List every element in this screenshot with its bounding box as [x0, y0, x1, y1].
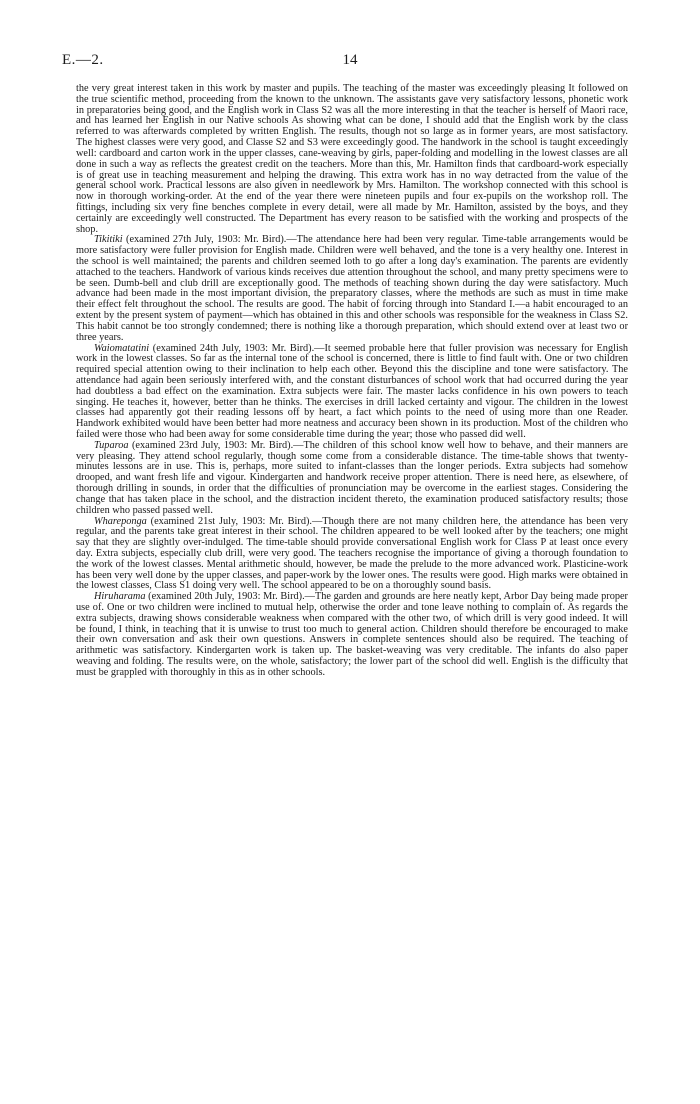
paragraph-text: (examined 20th July, 1903: Mr. Bird).—The garden and grounds are here neatly kept, Arbor Day being made proper use of. One or two children were inclined to mutual help, otherwise the order and tone leave nothing to complain of. As regards the extra subjects, drawing shows considerable weakness when compared with the other two, of which drill is very good indeed. It will be found, I think, in teaching that it is unwise to trust too much to general action. Children should therefore be encouraged to make their own conversation and ask their own questions. Answers in complete sentences should also be required. The teaching of arithmetic was satisfactory. Kindergarten work is taken up. The basket-weaving was very creditable. The infants do also paper weaving and folding. The results were, on the whole, satisfactory; the lower part of the school did well. English is the difficulty that must be grappled with thoroughly in this as in other schools.	[76, 591, 628, 678]
paragraph-hiruharama	[76, 592, 628, 679]
paragraph-text: (examined 23rd July, 1903: Mr. Bird).—The children of this school know well how to behave, and their manners are very pleasing. They attend school regularly, though some come from a considerable distance. The time-table shows that twenty-minutes lessons are in use. This is, perhaps, more suited to infant-classes than the longer periods. Extra subjects had somehow drooped, and want fresh life and vigour. Kindergarten and handwork receive proper attention. There is need here, as elsewhere, of thorough drilling in sounds, in order that the difficulties of pronunciation may be overcome in the earliest stages. Considering the change that has taken place in the school, and the distraction incident thereto, the examination produced satisfactory results; those children who passed passed well.	[76, 439, 628, 516]
school-name: Tuparoa	[94, 439, 129, 451]
running-head	[62, 52, 638, 72]
school-name: Tikitiki	[94, 234, 123, 246]
school-name: Waiomatatini	[94, 342, 150, 354]
paragraph-text: the very great interest taken in this work by master and pupils. The teaching of the master was exceedingly pleasing It followed on the true scientific method, proceeding from the known to the unknown. The assistants gave very satisfactory lessons, phonetic work in preparatories being good, and the English work in Class S2 was all the more interesting in that the teacher is herself of Maori race, and has learned her English in our Native schools As showing what can be done, I should add that the English work by the class referred to was afterwards completed by written English. The results, though not so large as in former years, are most satisfactory. The highest classes were very good, and Classe S2 and S3 were exceedingly good. The handwork in the school is taught exceedingly well: cardboard and carton work in the upper classes, cane-weaving by girls, paper-folding and modelling in the lowest classes are all done in such a way as reflects the greatest credit on the teachers. More than this, Mr. Hamilton finds that cardboard-work especially is of great use in teaching measurement and helping the drawing. This extra work has in no way detracted from the value of the general school work. Practical lessons are also given in needlework by Mrs. Hamilton. The workshop connected with this school is now in thorough working-order. At the end of the year there were nineteen pupils and four ex-pupils on the workshop roll. The fittings, including six very fine benches complete in every detail, were all made by Mr. Hamilton, assisted by the boys, and they certainly are exceedingly well constructed. The Department has every reason to be satisfied with the working and prospects of the shop.	[76, 83, 628, 235]
paragraph-text: (examined 24th July, 1903: Mr. Bird).—It seemed probable here that fuller provision was necessary for English work in the lowest classes. So far as the internal tone of the school is concerned, there is little to find fault with. One or two children required special attention owing to their inclination to help each other. Beyond this the discipline and tone were satisfactory. The attendance had again been seriously interfered with, and the constant disturbances of school work that had occurred during the year had doubtless a bad effect on the examination. Extra subjects were fair. The master lacks confidence in his own powers to teach singing. He teaches it, however, better than he thinks. The exercises in drill lacked certainty and vigour. The children in the lowest classes had apparently got their reading lessons off by heart, a fact which points to the need of using more than one Reader. Handwork exhibited would have been better had more neatness and accuracy been shown in its production. Most of the children who failed were those who had been away for some considerable time during the year; those who passed did well.	[76, 342, 628, 440]
school-name: Whareponga	[94, 515, 147, 527]
paragraph-text: (examined 27th July, 1903: Mr. Bird).—The attendance here had been very regular. Time-table arrangements would be more satisfactory were fuller provision for English made. Children were well behaved, and the tone is a very healthy one. Interest in the school is well maintained; the parents and children seemed loth to go after a long day's examination. The parents are evidently attached to the teachers. Handwork of various kinds receives due attention throughout the school, and many pretty specimens were to be seen. Dumb-bell and club drill are exceptionally good. The methods of teaching shown during the day were satisfactory. Much advance had been made in the most important division, the preparatory classes, where the methods are such as must in time make their effect felt throughout the school. The results are good. The habit of forcing through into Standard I.—a habit encouraged to an extent by the present system of payment—which has obtained in this and other schools was responsible for the weakness in Class S2. This habit cannot be too strongly condemned; there is nothing like a thorough preparation, which should extend over at least two or three years.	[76, 234, 628, 343]
school-name: Hiruharama	[94, 591, 146, 603]
paragraph-tuparoa	[76, 441, 628, 517]
document-reference: E.—2.	[62, 52, 104, 68]
paragraph-text: (examined 21st July, 1903: Mr. Bird).—Though there are not many children here, the attendance has been very regular, and the parents take great interest in their school. The children appeared to be well looked after by the teachers; one might say that they are slightly over-indulged. The time-table should provide conversational English work for Class P at least once every day. Extra subjects, especially club drill, were very good. The teachers recognise the importance of giving a thorough foundation to the work of the lowest classes. Mental arithmetic should, however, be made the prelude to the more advanced work. Plasticine-work has been very well done by the upper classes, and paper-work by the lower ones. The results were good. High marks were obtained in the lowest classes, Class S1 doing very well. The school appeared to be on a thoroughly sound basis.	[76, 515, 628, 592]
body-text	[76, 84, 628, 679]
paragraph-whareponga	[76, 517, 628, 593]
paragraph-waiomatatini	[76, 344, 628, 441]
page-number: 14	[342, 52, 358, 68]
paragraph-continuation	[76, 84, 628, 235]
paragraph-tikitiki	[76, 235, 628, 343]
